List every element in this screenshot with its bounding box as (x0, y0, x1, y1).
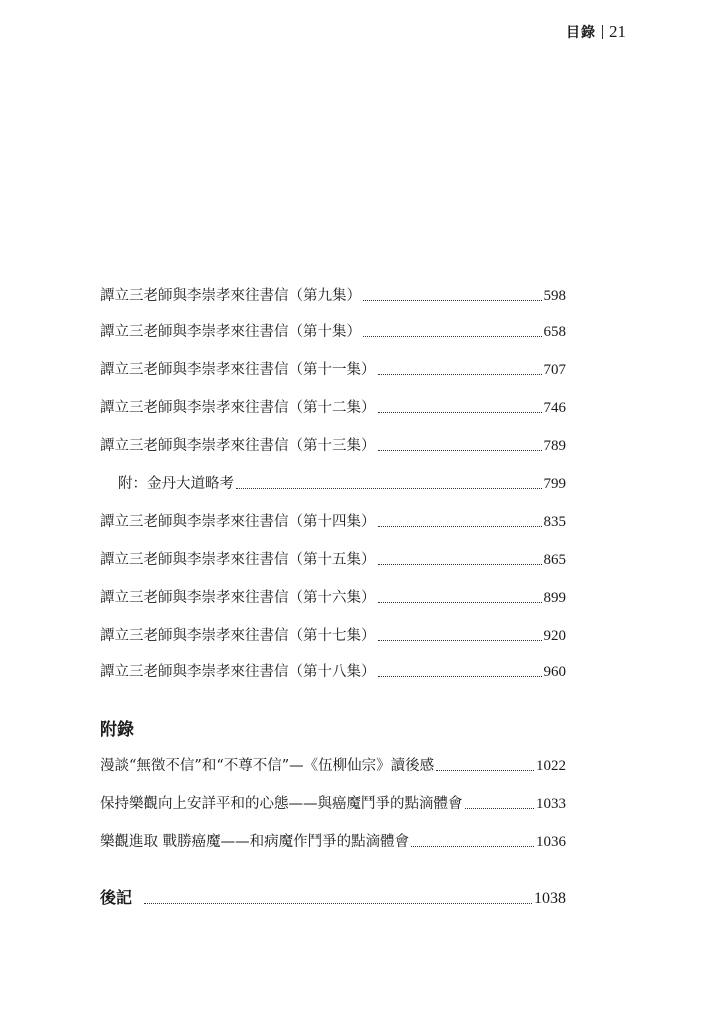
toc-entry (100, 398, 566, 418)
toc-entry-page: 658 (543, 324, 566, 340)
dot-leader (465, 807, 535, 809)
toc-entry (100, 286, 566, 306)
header-page-number: 21 (609, 22, 626, 41)
toc-entry-page: 1036 (536, 834, 566, 850)
dot-leader (378, 373, 542, 375)
toc-entry (100, 550, 566, 570)
running-header (566, 22, 626, 42)
toc-entry-title: 保持樂觀向上安詳平和的心態——與癌魔鬥爭的點滴體會 (100, 796, 463, 812)
toc-entry-title: 譚立三老師與李崇孝來往書信（第十五集） (100, 552, 376, 568)
toc-entry-title: 譚立三老師與李崇孝來往書信（第十二集） (100, 400, 376, 416)
dot-leader (378, 449, 542, 451)
dot-leader (378, 601, 542, 603)
toc-entry-page: 746 (543, 400, 566, 416)
toc-entry-page: 899 (543, 590, 566, 606)
dot-leader (378, 639, 542, 641)
toc-entry-title: 譚立三老師與李崇孝來往書信（第十三集） (100, 438, 376, 454)
toc-entry-page: 789 (543, 438, 566, 454)
postscript-entry (100, 888, 566, 909)
toc-entry-page: 799 (543, 476, 566, 492)
toc-entry-page: 920 (543, 628, 566, 644)
postscript-page: 1038 (534, 890, 566, 907)
toc-entry-title: 譚立三老師與李崇孝來往書信（第十六集） (100, 590, 376, 606)
dot-leader (378, 563, 542, 565)
toc-entry (100, 512, 566, 532)
dot-leader (363, 335, 542, 337)
appendix-heading: 附錄 (100, 720, 134, 740)
dot-leader (144, 902, 532, 904)
toc-entry (100, 626, 566, 646)
toc-entry-title: 譚立三老師與李崇孝來往書信（第十四集） (100, 514, 376, 530)
toc-entry-title: 譚立三老師與李崇孝來往書信（第九集） (100, 288, 361, 304)
toc-entry-title: 譚立三老師與李崇孝來往書信（第十七集） (100, 628, 376, 644)
toc-entry-title: 漫談“無徵不信”和“不尊不信”—《伍柳仙宗》讀後感 (100, 758, 435, 774)
dot-leader (378, 525, 542, 527)
toc-entry-title: 樂觀進取 戰勝癌魔——和病魔作鬥爭的點滴體會 (100, 834, 410, 850)
toc-entry (100, 588, 566, 608)
toc-subentry (118, 474, 566, 494)
header-separator (602, 25, 603, 39)
toc-entry-page: 1022 (536, 758, 566, 774)
dot-leader (378, 411, 542, 413)
dot-leader (236, 487, 542, 489)
appendix-entry (100, 756, 566, 776)
dot-leader (363, 299, 542, 301)
toc-entry-page: 598 (543, 288, 566, 304)
toc-entry-page: 835 (543, 514, 566, 530)
toc-entry (100, 322, 566, 342)
header-section-title: 目錄 (566, 25, 596, 41)
toc-entry-title: 譚立三老師與李崇孝來往書信（第十八集） (100, 664, 376, 680)
toc-entry-title: 附：金丹大道略考 (118, 476, 234, 492)
toc-entry-page: 865 (543, 552, 566, 568)
appendix-entry (100, 832, 566, 852)
appendix-entry (100, 794, 566, 814)
toc-entry-title: 譚立三老師與李崇孝來往書信（第十一集） (100, 362, 376, 378)
toc-entry-page: 707 (543, 362, 566, 378)
postscript-title: 後記 (100, 888, 133, 907)
toc-entry-page: 960 (543, 664, 566, 680)
toc-entry (100, 662, 566, 682)
toc-entry (100, 436, 566, 456)
dot-leader (378, 675, 542, 677)
toc-entry-page: 1033 (536, 796, 566, 812)
toc-entry (100, 360, 566, 380)
dot-leader (411, 845, 534, 847)
toc-entry-title: 譚立三老師與李崇孝來往書信（第十集） (100, 324, 361, 340)
dot-leader (436, 769, 534, 771)
